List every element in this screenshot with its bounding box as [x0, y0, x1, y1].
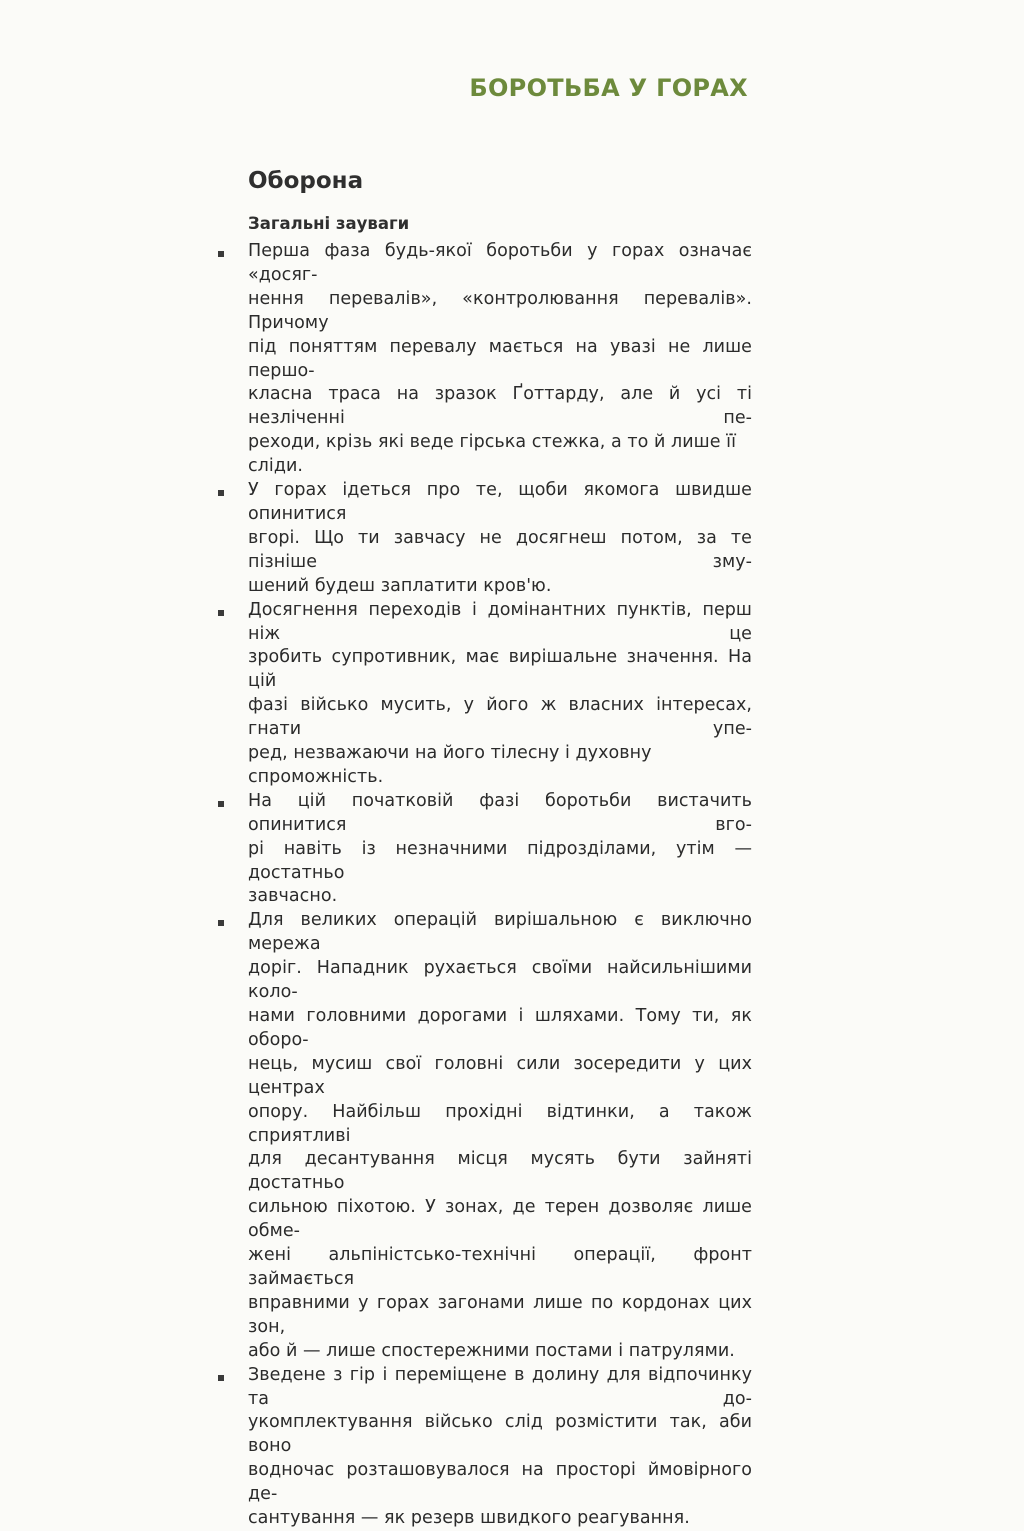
text-line: водночас розташовувалося на просторі ймовірного де-	[248, 1460, 752, 1505]
text-line: вгорі. Що ти завчасу не досягнеш потом, за те пізніше зму-	[248, 527, 752, 572]
square-bullet-icon	[218, 1375, 224, 1381]
text-line: жені альпіністсько-технічні операції, фронт займається	[248, 1245, 752, 1289]
square-bullet-icon	[218, 490, 224, 496]
text-line: класна траса на зразок Ґоттарду, але й усі ті незліченні пе-	[248, 384, 752, 429]
square-bullet-icon	[218, 251, 224, 257]
text-line: рі навіть із незначними підрозділами, утім — достатньо	[248, 838, 752, 883]
bullet-list	[218, 240, 752, 1531]
text-line: укомплектування військо слід розмістити так, аби воно	[248, 1412, 752, 1457]
square-bullet-icon	[218, 801, 224, 807]
text-line: ред, незважаючи на його тілесну і духовну спроможність.	[248, 743, 652, 787]
text-line: під поняттям перевалу мається на увазі не лише першо-	[248, 336, 752, 381]
bullet-item	[218, 240, 752, 479]
text-line: У горах ідеться про те, щоби якомога швидше опинитися	[248, 480, 752, 524]
section-title: Оборона	[248, 168, 364, 194]
bullet-paragraph	[248, 1364, 752, 1531]
bullet-item	[218, 599, 752, 790]
text-line: Зведене з гір і переміщене в долину для відпочинку та до-	[248, 1364, 752, 1409]
text-line: сильною піхотою. У зонах, де терен дозволяє лише обме-	[248, 1197, 752, 1242]
text-line: доріг. Нападник рухається своїми найсильнішими коло-	[248, 958, 752, 1003]
text-line: реходи, крізь які веде гірська стежка, а то й лише її сліди.	[248, 432, 736, 477]
bullet-item	[218, 790, 752, 910]
bullet-paragraph	[248, 790, 752, 910]
text-line: фазі військо мусить, у його ж власних інтересах, гнати упе-	[248, 695, 752, 740]
text-line: опору. Найбільш прохідні відтинки, а також сприятливі	[248, 1101, 752, 1146]
bullet-paragraph	[248, 240, 752, 479]
text-line: нець, мусиш свої головні сили зосередити у цих центрах	[248, 1053, 752, 1098]
text-line: шений будеш заплатити кров'ю.	[248, 575, 552, 596]
running-head: БОРОТЬБА У ГОРАХ	[469, 74, 748, 102]
text-line: На цій початковій фазі боротьби вистачить опинитися вго-	[248, 790, 752, 835]
text-line: або й — лише спостережними постами і патрулями.	[248, 1340, 735, 1361]
text-line: Перша фаза будь-якої боротьби у горах означає «досяг-	[248, 241, 752, 285]
text-line: вправними у горах загонами лише по кордонах цих зон,	[248, 1292, 752, 1337]
text-line: зробить супротивник, має вирішальне значення. На цій	[248, 647, 752, 692]
bullet-paragraph	[248, 909, 752, 1363]
square-bullet-icon	[218, 610, 224, 616]
square-bullet-icon	[218, 920, 224, 926]
text-line: для десантування місця мусять бути зайняті достатньо	[248, 1149, 752, 1194]
text-line: завчасно.	[248, 886, 338, 907]
text-line: Досягнення переходів і домінантних пунктів, перш ніж це	[248, 599, 752, 644]
text-line: Для великих операцій вирішальною є виключно мережа	[248, 910, 752, 955]
bullet-item	[218, 479, 752, 599]
text-line: нами головними дорогами і шляхами. Тому ти, як оборо-	[248, 1006, 752, 1050]
text-line: сантування — як резерв швидкого реагування.	[248, 1508, 690, 1529]
bullet-item	[218, 1364, 752, 1531]
subsection-title: Загальні зауваги	[248, 214, 410, 233]
bullet-paragraph	[248, 479, 752, 599]
bullet-paragraph	[248, 599, 752, 790]
text-line: нення перевалів», «контролювання перевалів». Причому	[248, 288, 752, 333]
bullet-item	[218, 909, 752, 1363]
